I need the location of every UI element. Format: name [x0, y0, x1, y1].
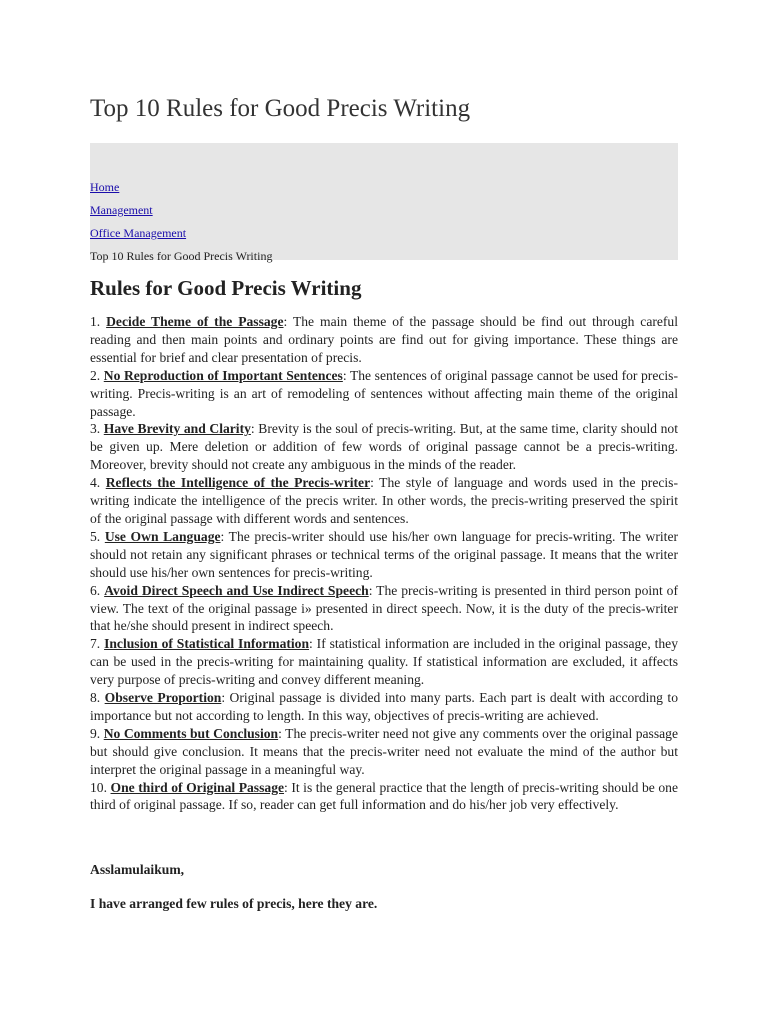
rule-number: 5. [90, 528, 105, 544]
intro-text: I have arranged few rules of precis, here they are. [90, 896, 378, 911]
rule-item [90, 779, 678, 815]
page-title: Top 10 Rules for Good Precis Writing [90, 95, 471, 122]
rule-item [90, 725, 678, 779]
rule-number: 10. [90, 779, 111, 795]
rule-text: : It is the general practice that the length of precis-writing should be one third of original passage. If so, reader can get full information and do his/her job very effectively. [90, 779, 679, 813]
breadcrumb [90, 143, 678, 263]
rule-item [90, 582, 678, 636]
rule-text: : The sentences of original passage cannot be used for precis-writing. Precis-writing is an art of remodeling of sentences without affecting main theme of the original passage. [90, 367, 678, 419]
rule-title: Avoid Direct Speech and Use Indirect Speech [104, 582, 369, 598]
rule-number: 1. [90, 314, 107, 329]
rule-title: No Reproduction of Important Sentences [103, 367, 343, 383]
rule-text: : Original passage is divided into many parts. Each part is dealt with according to importance but not according to length. In this way, objectives of precis-writing are achieved. [90, 690, 678, 723]
rule-title: No Comments but Conclusion [103, 725, 279, 741]
breadcrumb-link-home[interactable]: Home [90, 180, 120, 194]
rule-number: 6. [90, 582, 105, 598]
rule-item [90, 474, 678, 528]
rule-number: 4. [90, 475, 106, 491]
section-title: Rules for Good Precis Writing [90, 276, 362, 300]
rule-title: Have Brevity and Clarity [103, 421, 251, 437]
rule-title: Reflects the Intelligence of the Precis-writer [105, 475, 371, 491]
rule-text: : The main theme of the passage should be find out through careful reading and then main points and ordinary points are find out for giving importance. These things are essential for brief and clear presentation of precis. [90, 314, 679, 365]
rule-text: : Brevity is the soul of precis-writing. But, at the same time, clarity should not be given up. Mere deletion or addition of few words of original passage cannot be a precis-writing. Moreover, brevity should not create any ambiguous in the minds of the reader. [90, 421, 679, 473]
rule-title: Decide Theme of the Passage [106, 314, 284, 329]
rule-number: 2. [90, 367, 104, 383]
rule-text: : The precis-writer should use his/her own language for precis-writing. The writer should not retain any significant phrases or technical terms of the original passage. It means that the writer should use his/her own sentences for precis-writing. [90, 528, 679, 580]
breadcrumb-link-office-management[interactable]: Office Management [90, 226, 187, 240]
rule-item [90, 689, 678, 725]
rule-text: : If statistical information are included in the original passage, they can be used in the precis-writing for maintaining quality. If statistical information are excluded, it affects very purpose of precis-writing and convey different meaning. [90, 636, 679, 688]
rule-item [90, 528, 678, 582]
rule-title: Use Own Language [104, 528, 221, 544]
breadcrumb-current: Top 10 Rules for Good Precis Writing [90, 249, 273, 263]
rule-number: 9. [90, 725, 104, 741]
rule-title: Observe Proportion [104, 690, 222, 706]
rule-text: : The style of language and words used in the precis-writing indicate the intelligence of the precis writer. In other words, the precis-writing preserved the spirit of the original passage with different words and sentences. [90, 475, 678, 526]
rule-title: Inclusion of Statistical Information [104, 636, 310, 652]
rule-text: : The precis-writer need not give any comments over the original passage but should give conclusion. It means that the precis-writer need not evaluate the mind of the author but interpret the original passage in a meaningful way. [90, 725, 679, 777]
rule-item [90, 367, 678, 421]
rules-list [90, 313, 678, 814]
rule-item [90, 420, 678, 474]
rule-number: 8. [90, 690, 105, 706]
rule-item [90, 313, 678, 367]
rule-number: 3. [90, 421, 104, 437]
greeting: Asslamulaikum, [90, 862, 185, 877]
breadcrumb-link-management[interactable]: Management [90, 203, 153, 217]
rule-item [90, 635, 678, 689]
rule-number: 7. [90, 636, 105, 652]
rule-text: : The precis-writing is presented in third person point of view. The text of the original passage i» presented in direct speech. Now, it is the duty of the precis-writer that he/she should present in indirect speech. [90, 582, 679, 634]
rule-title: One third of Original Passage [110, 779, 285, 795]
